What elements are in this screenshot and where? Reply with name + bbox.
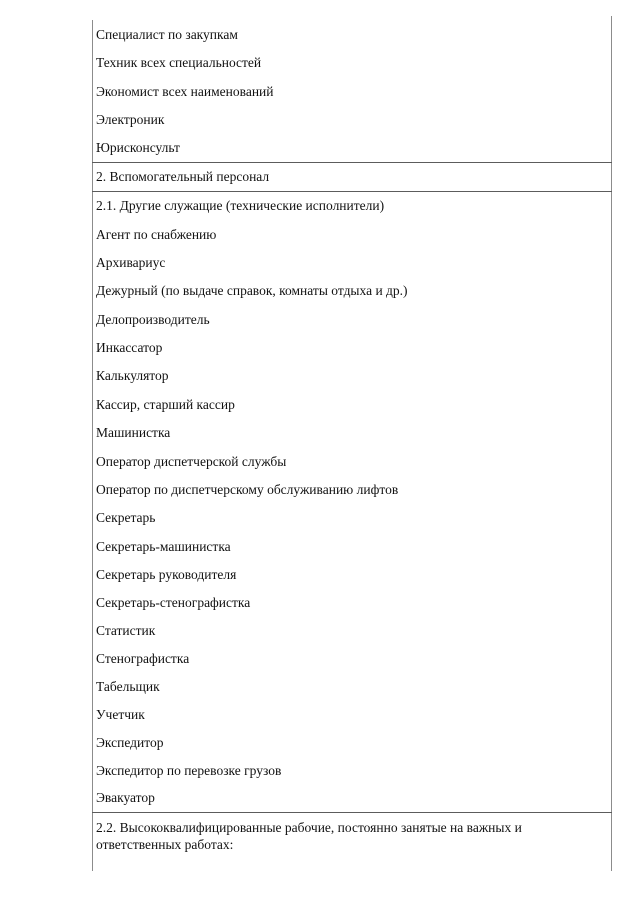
list-item: Техник всех специальностей (96, 55, 262, 70)
list-item: Секретарь руководителя (96, 567, 237, 582)
list-item: Машинистка (96, 425, 171, 440)
table-divider (92, 191, 612, 192)
list-item: Дежурный (по выдаче справок, комнаты отдыха и др.) (96, 283, 408, 298)
table-right-border (611, 16, 612, 871)
list-item: Специалист по закупкам (96, 27, 238, 42)
list-item: Секретарь-стенографистка (96, 595, 251, 610)
list-item: Электроник (96, 112, 165, 127)
list-item: Архивариус (96, 255, 166, 270)
list-item: Стенографистка (96, 651, 190, 666)
table-left-border (92, 20, 93, 871)
list-item: Экспедитор (96, 735, 164, 750)
list-item: Секретарь-машинистка (96, 539, 231, 554)
list-item: Табельщик (96, 679, 160, 694)
list-item: Инкассатор (96, 340, 163, 355)
list-item: Учетчик (96, 707, 145, 722)
section-heading-2-1: 2.1. Другие служащие (технические исполнители) (96, 198, 385, 213)
table-divider (92, 162, 612, 163)
list-item: Делопроизводитель (96, 312, 210, 327)
list-item: Оператор диспетчерской службы (96, 454, 287, 469)
list-item: Статистик (96, 623, 156, 638)
section-heading-2-2: 2.2. Высококвалифицированные рабочие, постоянно занятые на важных и ответственных работах: (96, 820, 522, 852)
list-item: Эвакуатор (96, 790, 155, 805)
list-item: Агент по снабжению (96, 227, 217, 242)
list-item: Экономист всех наименований (96, 84, 274, 99)
list-item: Юрисконсульт (96, 140, 180, 155)
table-divider (92, 812, 612, 813)
list-item: Оператор по диспетчерскому обслуживанию лифтов (96, 482, 399, 497)
list-item: Секретарь (96, 510, 156, 525)
list-item: Калькулятор (96, 368, 169, 383)
section-heading-2: 2. Вспомогательный персонал (96, 169, 270, 184)
list-item: Экспедитор по перевозке грузов (96, 763, 282, 778)
list-item: Кассир, старший кассир (96, 397, 235, 412)
